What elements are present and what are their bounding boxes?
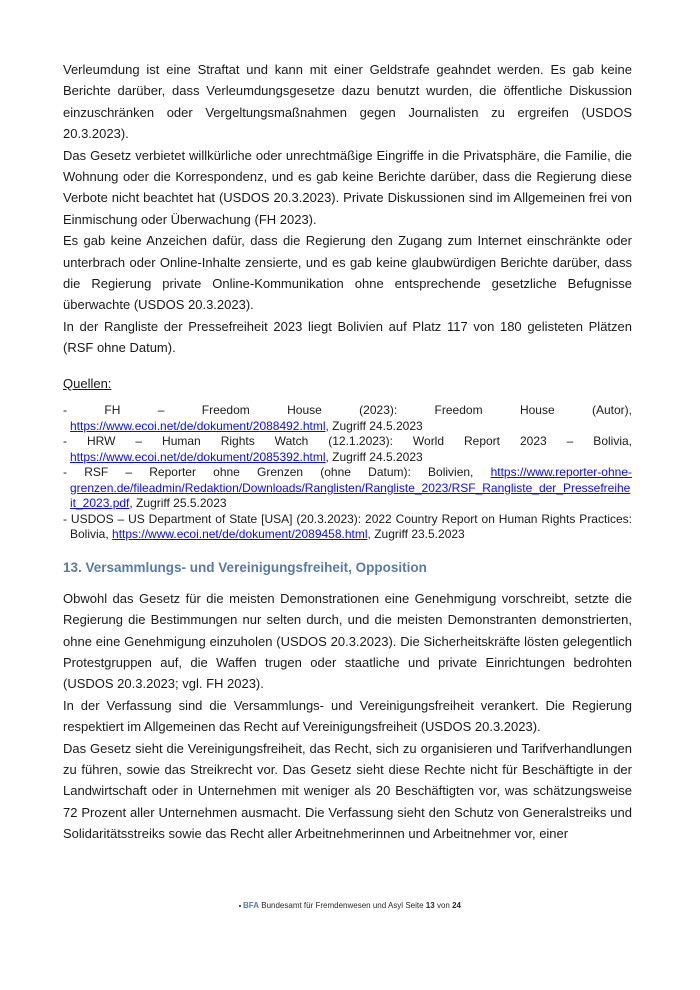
footer-of-label: von: [436, 901, 450, 910]
body-paragraph-press-ranking: In der Rangliste der Pressefreiheit 2023 liegt Bolivien auf Platz 117 von 180 gelisteten Plätzen (RSF ohne Datum).: [63, 318, 632, 356]
source-item-usdos: [63, 512, 632, 543]
source-text: - USDOS – US Department of State [USA] (20.3.2023): 2022 Country Report on Human Rights Practices: Bolivia,: [63, 511, 632, 542]
footer-page-total: 24: [452, 901, 461, 910]
source-suffix: , Zugriff 24.5.2023: [325, 418, 423, 433]
sources-list: [63, 403, 632, 543]
source-item-rsf: [63, 465, 632, 512]
source-text: - HRW – Human Rights Watch (12.1.2023): World Report 2023 – Bolivia,: [63, 434, 632, 449]
section-heading-assembly-freedom: 13. Versammlungs- und Vereinigungsfreiheit, Opposition: [63, 559, 427, 575]
section-paragraph-labor-rights: Das Gesetz sieht die Vereinigungsfreiheit, das Recht, sich zu organisieren und Tarifverhandlungen zu führen, sowie das Streikrecht vor. Das Gesetz sieht diese Rechte nicht für Beschäftigte in der Landwirtschaft oder in Unternehmen mit weniger als 20 Beschäftigten vor, was schätzungsweise 72 Prozent aller Unternehmen ausmacht. Die Verfassung sieht den Schutz von Generalstreiks und Solidaritätsstreiks sowie das Recht aller Arbeitnehmerinnen und Arbeitnehmer vor, einer: [63, 740, 632, 842]
source-suffix: , Zugriff 25.5.2023: [129, 496, 227, 511]
sources-heading: Quellen:: [63, 375, 112, 391]
section-paragraph-constitution: In der Verfassung sind die Versammlungs- und Vereinigungsfreiheit verankert. Die Regierung respektiert im Allgemeinen das Recht auf Vereinigungsfreiheit (USDOS 20.3.2023).: [63, 697, 632, 735]
page-content: [63, 59, 632, 845]
body-paragraph-privacy: Das Gesetz verbietet willkürliche oder unrechtmäßige Eingriffe in die Privatsphäre, die Familie, die Wohnung oder die Korrespondenz, und es gab keine Berichte darüber, dass die Regierung diese Verbote nicht beachtet hat (USDOS 20.3.2023). Private Diskussionen sind im Allgemeinen frei von Einmischung oder Überwachung (FH 2023).: [63, 147, 632, 227]
source-link[interactable]: https://www.reporter-ohne-grenzen.de/fileadmin/Redaktion/Downloads/Ranglisten/Rangliste_2023/RSF_Rangliste_der_Pressefreiheit_2023.pdf: [70, 465, 632, 511]
bfa-logo-mark: [239, 905, 241, 907]
body-paragraph-defamation: Verleumdung ist eine Straftat und kann mit einer Geldstrafe geahndet werden. Es gab keine Berichte darüber, dass Verleumdungsgesetze dazu benutzt wurden, die öffentliche Diskussion einzuschränken oder Vergeltungsmaßnahmen gegen Journalisten zu ergreifen (USDOS 20.3.2023).: [63, 62, 632, 142]
footer-page-label: Seite: [405, 901, 424, 910]
source-suffix: , Zugriff 24.5.2023: [325, 449, 423, 464]
footer-agency-name: Bundesamt für Fremdenwesen und Asyl: [261, 901, 404, 910]
source-item-hrw: [63, 434, 632, 465]
source-link[interactable]: https://www.ecoi.net/de/dokument/2085392.html: [70, 449, 326, 464]
section-paragraph-demonstrations: Obwohl das Gesetz für die meisten Demonstrationen eine Genehmigung vorschreibt, setzte die Regierung die Bestimmungen nur selten durch, und die meisten Demonstranten demonstrierten, ohne eine Genehmigung einzuholen (USDOS 20.3.2023). Die Sicherheitskräfte lösten gelegentlich Protestgruppen auf, die Waffen trugen oder staatliche und private Einrichtungen bedrohten (USDOS 20.3.2023; vgl. FH 2023).: [63, 590, 632, 692]
bfa-logo-text: BFA: [243, 901, 259, 910]
source-item-fh: [63, 403, 632, 434]
source-link[interactable]: https://www.ecoi.net/de/dokument/2088492.html: [70, 418, 326, 433]
source-text: - RSF – Reporter ohne Grenzen (ohne Datum): Bolivien,: [63, 465, 474, 480]
body-paragraph-internet: Es gab keine Anzeichen dafür, dass die Regierung den Zugang zum Internet einschränkte oder unterbrach oder Online-Inhalte zensierte, und es gab keine glaubwürdigen Berichte darüber, dass die Regierung private Online-Kommunikation ohne entsprechende gesetzliche Befugnisse überwachte (USDOS 20.3.2023).: [63, 233, 632, 313]
source-suffix: , Zugriff 23.5.2023: [367, 527, 465, 542]
footer-page-current: 13: [425, 901, 435, 910]
source-text: - FH – Freedom House (2023): Freedom House (Autor),: [63, 403, 632, 418]
source-link[interactable]: https://www.ecoi.net/de/dokument/2089458.html: [112, 527, 368, 542]
page-footer: [0, 900, 700, 911]
